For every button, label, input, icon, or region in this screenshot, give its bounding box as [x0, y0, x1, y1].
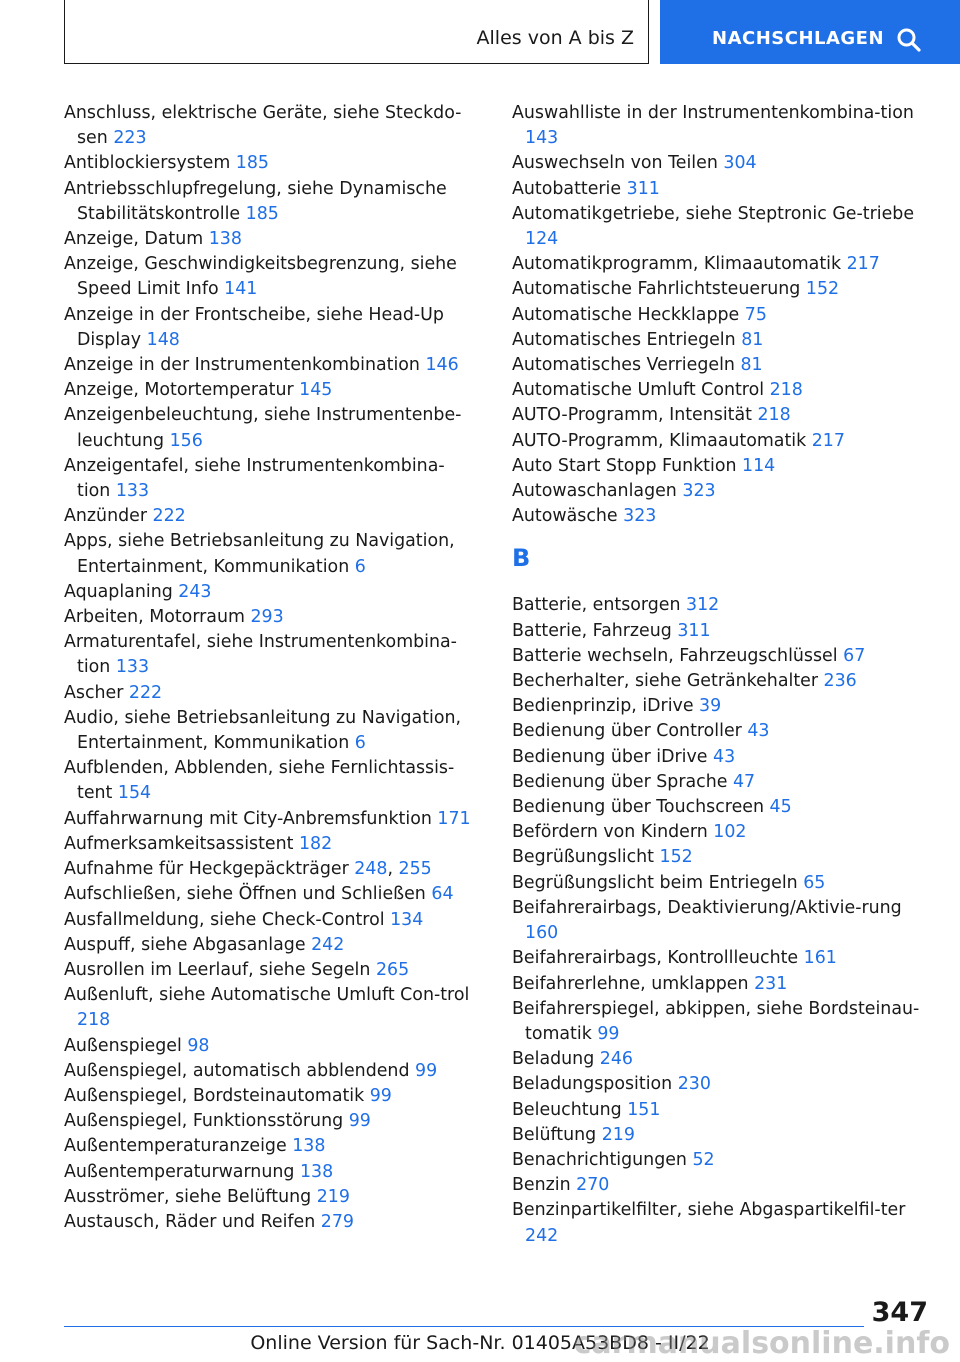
page-reference-link[interactable]: 231	[754, 973, 788, 994]
index-entry	[64, 882, 474, 907]
index-entry	[64, 353, 474, 378]
index-entry	[64, 756, 474, 806]
page-reference-link[interactable]: 47	[732, 771, 756, 792]
index-term: Automatische Fahrlichtsteuerung	[512, 279, 801, 300]
index-term: Auswechseln von Teilen	[512, 153, 718, 174]
index-term: Außentemperaturanzeige	[64, 1136, 287, 1157]
page-reference-link[interactable]: 230	[677, 1074, 711, 1095]
index-term: Anzeigenbeleuchtung, siehe Instrumentenbe-leuchtung	[64, 405, 462, 451]
page-reference-link[interactable]: 146	[425, 355, 459, 376]
index-term: Anzeige in der Frontscheibe, siehe Head-Up Display	[64, 304, 444, 350]
index-entry	[512, 1072, 932, 1097]
index-entry	[64, 529, 474, 579]
index-term: Beladungsposition	[512, 1074, 673, 1095]
index-entry	[512, 1123, 932, 1148]
page-reference-link[interactable]: 279	[320, 1211, 354, 1232]
index-entry	[64, 1059, 474, 1084]
index-entry	[512, 719, 932, 744]
page-reference-link[interactable]: 311	[677, 620, 711, 641]
page-reference-link[interactable]: 141	[224, 279, 258, 300]
index-term: Anzeige in der Instrumentenkombination	[64, 355, 420, 376]
index-term: Batterie, Fahrzeug	[512, 620, 672, 641]
index-entry	[512, 619, 932, 644]
page-reference-link[interactable]: 45	[769, 797, 792, 818]
index-term: Bedienung über iDrive	[512, 746, 708, 767]
page-reference-link[interactable]: 222	[152, 506, 186, 527]
index-term: Automatische Umluft Control	[512, 380, 765, 401]
index-term: Ausrollen im Leerlauf, siehe Segeln	[64, 959, 371, 980]
page-reference-link[interactable]: 323	[623, 506, 657, 527]
index-entry	[64, 681, 474, 706]
index-term: Benachrichtigungen	[512, 1149, 687, 1170]
index-term: Austausch, Räder und Reifen	[64, 1211, 316, 1232]
index-term: Anzeigentafel, siehe Instrumentenkombina-tion	[64, 455, 445, 502]
page-reference-link[interactable]: 312	[686, 595, 720, 616]
page-reference-link[interactable]: 64	[431, 884, 454, 905]
index-entry	[512, 1173, 932, 1198]
index-term: Beleuchtung	[512, 1099, 622, 1120]
page-reference-link[interactable]: 218	[769, 380, 803, 401]
index-term: Auswahlliste in der Instrumentenkombina-tion	[512, 103, 914, 123]
index-group-b	[512, 593, 932, 1248]
page-reference-link[interactable]: 182	[298, 833, 333, 854]
page-reference-link[interactable]: 114	[742, 455, 776, 476]
index-entry	[512, 669, 932, 694]
watermark-logo: carmanualsonline.info	[573, 1326, 950, 1361]
index-term: Auffahrwarnung mit City-Anbremsfunktion	[64, 808, 432, 829]
index-term: Benzin	[512, 1175, 571, 1196]
index-term: Aufblenden, Abblenden, siehe Fernlichtassis-tent	[64, 758, 455, 804]
index-entry	[512, 378, 932, 403]
page-reference-link[interactable]: 156	[169, 430, 203, 451]
index-term: Autobatterie	[512, 178, 622, 199]
index-entry	[512, 328, 932, 353]
index-entry	[512, 820, 932, 845]
page-reference-link[interactable]: 102	[713, 822, 747, 843]
index-entry	[512, 845, 932, 870]
index-term: AUTO-Programm, Intensität	[512, 405, 752, 426]
index-term: Automatikgetriebe, siehe Steptronic Ge-triebe	[512, 203, 915, 224]
page-reference-link[interactable]: 134	[390, 909, 424, 930]
index-term: Automatikprogramm, Klimaautomatik	[512, 254, 842, 275]
page-reference-link[interactable]: 98	[187, 1035, 210, 1056]
page-reference-link[interactable]: 81	[741, 329, 764, 350]
page-reference-link[interactable]: 246	[599, 1049, 633, 1070]
page-reference-link[interactable]: 255	[398, 859, 432, 880]
index-term: Automatisches Entriegeln	[512, 329, 736, 350]
page-reference-link[interactable]: 124	[525, 229, 559, 250]
index-term: Automatische Heckklappe	[512, 304, 740, 325]
index-entry	[64, 403, 474, 453]
page-reference-link[interactable]: 243	[178, 581, 212, 602]
index-group-a	[512, 101, 932, 529]
index-term: Audio, siehe Betriebsanleitung zu Navigation, Entertainment, Kommunikation	[64, 707, 462, 754]
page-reference-link[interactable]: 39	[699, 696, 722, 717]
page-reference-link[interactable]: 223	[113, 128, 147, 149]
chapter-label: NACHSCHLAGEN	[712, 28, 885, 49]
index-entry	[64, 958, 474, 983]
index-term: Anzeige, Motortemperatur	[64, 380, 294, 401]
page-reference-link[interactable]: 185	[235, 153, 269, 174]
page-reference-link[interactable]: 138	[299, 1161, 334, 1182]
page-reference-link[interactable]: 222	[128, 682, 163, 703]
index-entry	[512, 403, 932, 428]
index-term: Begrüßungslicht	[512, 847, 655, 868]
index-entry	[512, 101, 932, 151]
index-entry	[64, 252, 474, 302]
index-entry	[64, 151, 474, 176]
page-reference-link[interactable]: 248	[354, 859, 388, 880]
index-entry	[64, 454, 474, 504]
index-entry	[512, 896, 932, 946]
page-reference-link[interactable]: 304	[723, 153, 757, 174]
page-reference-link[interactable]: 154	[117, 783, 152, 804]
index-term: Bedienung über Controller	[512, 721, 742, 742]
index-entry	[512, 252, 932, 277]
page-reference-link[interactable]: 52	[692, 1149, 715, 1170]
index-entry	[64, 1185, 474, 1210]
index-term: Becherhalter, siehe Getränkehalter	[512, 671, 818, 692]
page-reference-link[interactable]: 6	[354, 556, 366, 577]
index-entry	[64, 303, 474, 353]
index-term: Aufschließen, siehe Öffnen und Schließen	[64, 884, 426, 905]
page-reference-link[interactable]: 236	[823, 671, 857, 692]
section-letter-b: B	[512, 544, 531, 573]
index-term: Batterie, entsorgen	[512, 595, 681, 616]
index-entry	[64, 983, 474, 1033]
index-entry	[512, 1198, 932, 1248]
index-term: Begrüßungslicht beim Entriegeln	[512, 872, 798, 893]
page-reference-link[interactable]: 219	[601, 1124, 635, 1145]
index-term: Auto Start Stopp Funktion	[512, 455, 737, 476]
index-term: Apps, siehe Betriebsanleitung zu Navigation, Entertainment, Kommunikation	[64, 531, 455, 577]
index-entry	[512, 593, 932, 618]
index-term: Befördern von Kindern	[512, 822, 708, 843]
index-entry: Aufnahme für Heckgepäckträger 248, 255	[64, 859, 432, 880]
index-entry	[512, 202, 932, 252]
page-reference-link[interactable]: 99	[597, 1023, 620, 1044]
index-entry	[64, 630, 474, 680]
page-reference-link[interactable]: 265	[375, 959, 410, 980]
index-entry	[64, 605, 474, 630]
edition-footer: Online Version für Sach-Nr. 01405A53BD8 - II/22	[250, 1332, 710, 1354]
index-entry	[64, 580, 474, 605]
page-reference-link[interactable]: 81	[740, 355, 763, 376]
index-term: Anschluss, elektrische Geräte, siehe Steckdo-sen	[64, 103, 462, 149]
page-reference-link[interactable]: 151	[627, 1099, 661, 1120]
page-reference-link[interactable]: 323	[682, 481, 716, 502]
index-entry	[512, 454, 932, 479]
index-term: Beifahrerlehne, umklappen	[512, 973, 749, 994]
index-term: Außenspiegel, Bordsteinautomatik	[64, 1085, 365, 1106]
page-reference-link[interactable]: 138	[292, 1136, 326, 1157]
index-entry	[512, 770, 932, 795]
index-entry	[512, 151, 932, 176]
chapter-tab[interactable]	[660, 0, 960, 64]
index-term: Automatisches Verriegeln	[512, 355, 735, 376]
index-term: Außenluft, siehe Automatische Umluft Con-trol	[64, 985, 470, 1006]
index-entry	[64, 101, 474, 151]
index-term: Aquaplaning	[64, 581, 173, 602]
index-entry	[512, 1047, 932, 1072]
index-entry	[512, 871, 932, 896]
index-term: Belüftung	[512, 1124, 597, 1145]
index-term: Beifahrerairbags, Kontrollleuchte	[512, 948, 799, 969]
index-entry	[64, 1084, 474, 1109]
page-reference-link[interactable]: 152	[659, 847, 693, 868]
index-term: Ausströmer, siehe Belüftung	[64, 1186, 312, 1207]
page-reference-link[interactable]: 218	[77, 1010, 111, 1031]
index-term: Autowäsche	[512, 506, 618, 527]
index-entry	[512, 303, 932, 328]
index-term: Bedienung über Touchscreen	[512, 797, 764, 818]
page-reference-link[interactable]: 311	[626, 178, 660, 199]
index-entry	[64, 177, 474, 227]
page-reference-link[interactable]: 148	[146, 329, 180, 350]
index-term: Beifahrerspiegel, abkippen, siehe Bordsteinau-tomatik	[512, 998, 920, 1044]
index-term: AUTO-Programm, Klimaautomatik	[512, 430, 807, 451]
page-reference-link[interactable]: 99	[415, 1060, 438, 1081]
index-entry	[64, 908, 474, 933]
page-reference-link[interactable]: 143	[525, 128, 559, 149]
index-term: Arbeiten, Motorraum	[64, 607, 245, 628]
index-term: Ausfallmeldung, siehe Check-Control	[64, 909, 385, 930]
section-title-box	[64, 0, 649, 64]
page-reference-link[interactable]: 217	[811, 430, 845, 451]
page-reference-link[interactable]: 133	[115, 481, 150, 502]
index-entry	[512, 694, 932, 719]
page-reference-link[interactable]: 242	[311, 934, 345, 955]
search-icon[interactable]	[896, 27, 922, 53]
page-reference-link[interactable]: 152	[805, 279, 840, 300]
index-term: Außentemperaturwarnung	[64, 1161, 295, 1182]
page-reference-link[interactable]: 218	[757, 405, 791, 426]
page-reference-link[interactable]: 133	[115, 657, 150, 678]
index-entry	[512, 946, 932, 971]
index-entry	[512, 504, 932, 529]
page-reference-link[interactable]: 99	[369, 1085, 392, 1106]
index-entry	[64, 706, 474, 756]
index-column-left	[64, 101, 474, 1235]
page-reference-link[interactable]: 75	[744, 304, 767, 325]
index-term: Bedienprinzip, iDrive	[512, 696, 694, 717]
index-term: Armaturentafel, siehe Instrumentenkombina-tion	[64, 632, 457, 678]
page-reference-link[interactable]: 161	[803, 948, 837, 969]
index-entry	[64, 1160, 474, 1185]
index-entry	[512, 997, 932, 1047]
index-term: Aufnahme für Heckgepäckträger	[64, 859, 349, 880]
page-number: 347	[871, 1297, 928, 1328]
page-reference-link[interactable]: 65	[803, 872, 826, 893]
index-term: Beifahrerairbags, Deaktivierung/Aktivie-rung	[512, 897, 902, 918]
index-entry	[64, 1034, 474, 1059]
index-term: Antriebsschlupfregelung, siehe Dynamische Stabilitätskontrolle	[64, 178, 447, 224]
index-entry	[512, 353, 932, 378]
index-term: Auspuff, siehe Abgasanlage	[64, 934, 306, 955]
section-title: Alles von A bis Z	[476, 27, 634, 49]
index-term: Beladung	[512, 1049, 595, 1070]
page-reference-link[interactable]: 67	[843, 645, 866, 666]
index-term: Aufmerksamkeitsassistent	[64, 833, 294, 854]
index-entry	[512, 277, 932, 302]
index-entry	[512, 1148, 932, 1173]
index-entry	[512, 795, 932, 820]
index-entry	[512, 177, 932, 202]
index-entry	[64, 807, 474, 832]
index-entry	[512, 745, 932, 770]
index-term: Außenspiegel, automatisch abblendend	[64, 1060, 410, 1081]
index-term: Anzeige, Datum	[64, 229, 204, 250]
page-reference-link[interactable]: 99	[348, 1111, 371, 1132]
index-entry	[64, 832, 474, 857]
index-term: Außenspiegel, Funktionsstörung	[64, 1111, 344, 1132]
page-reference-link[interactable]: 242	[525, 1225, 559, 1246]
index-term: Benzinpartikelfilter, siehe Abgaspartikelfil-ter	[512, 1200, 906, 1221]
index-entry	[512, 644, 932, 669]
page-reference-link[interactable]: 219	[316, 1186, 350, 1207]
page-reference-link[interactable]: 270	[576, 1175, 610, 1196]
index-entry	[512, 972, 932, 997]
index-entry	[64, 1134, 474, 1159]
page-reference-link[interactable]: 145	[299, 380, 333, 401]
page-reference-link[interactable]: 185	[245, 203, 279, 224]
index-term: Ascher	[64, 682, 124, 703]
index-entry	[64, 1109, 474, 1134]
index-term: Bedienung über Sprache	[512, 771, 728, 792]
index-term: Antiblockiersystem	[64, 153, 231, 174]
page-reference-link[interactable]: 293	[250, 607, 284, 628]
index-term: Anzeige, Geschwindigkeitsbegrenzung, siehe Speed Limit Info	[64, 254, 457, 300]
index-entry	[512, 1098, 932, 1123]
index-term: Autowaschanlagen	[512, 481, 677, 502]
page-reference-link[interactable]: 43	[747, 721, 770, 742]
page-reference-link[interactable]: 160	[525, 923, 559, 944]
page-reference-link[interactable]: 6	[354, 733, 366, 754]
index-term: Außenspiegel	[64, 1035, 182, 1056]
index-entry	[64, 1210, 474, 1235]
index-entry	[64, 504, 474, 529]
page-reference-link[interactable]: 171	[437, 808, 471, 829]
index-entry	[64, 933, 474, 958]
page-reference-link[interactable]: 217	[846, 254, 880, 275]
index-entry	[64, 378, 474, 403]
index-column-right	[512, 101, 932, 1249]
index-entry	[512, 429, 932, 454]
page-reference-link[interactable]: 138	[208, 229, 242, 250]
index-entry	[64, 227, 474, 252]
index-entry	[512, 479, 932, 504]
page-reference-link[interactable]: 43	[713, 746, 736, 767]
index-term: Batterie wechseln, Fahrzeugschlüssel	[512, 645, 838, 666]
index-term: Anzünder	[64, 506, 147, 527]
